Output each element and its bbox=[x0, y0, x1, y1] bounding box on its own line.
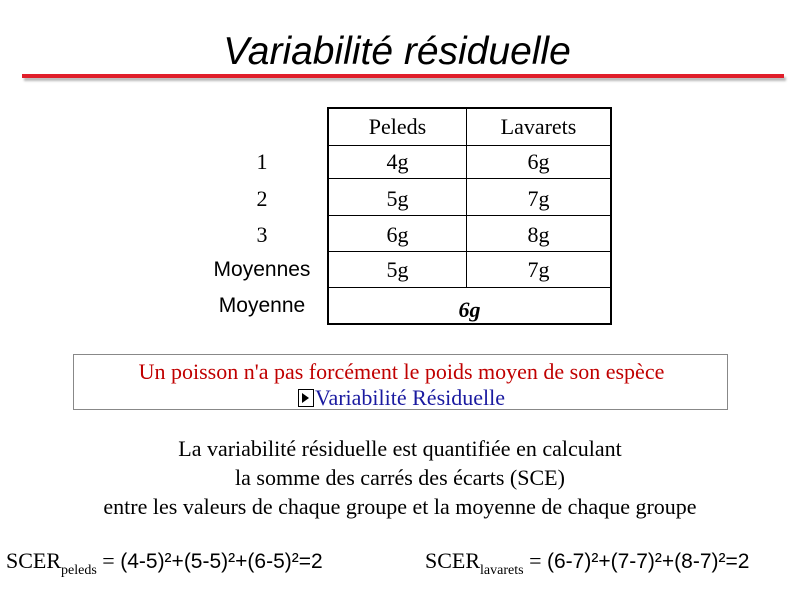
row-label-means: Moyennes bbox=[213, 258, 311, 281]
row-label: 1 bbox=[256, 149, 268, 174]
formula-subscript: peleds bbox=[61, 563, 97, 578]
overall-mean-label: Moyenne bbox=[218, 294, 306, 317]
explanation-line: La variabilité résiduelle est quantifiée en calculant bbox=[178, 436, 622, 461]
row-label: 3 bbox=[256, 222, 268, 247]
overall-mean-value: 6g bbox=[458, 297, 481, 322]
table-cell-lavarets: 7g bbox=[527, 186, 550, 211]
formula-equals: = bbox=[523, 548, 547, 573]
table-cell-lavarets: 6g bbox=[527, 149, 550, 174]
row-label: 2 bbox=[256, 186, 268, 211]
table-divider-row2 bbox=[328, 215, 611, 216]
arrow-right-icon bbox=[298, 389, 314, 407]
column-header-peleds: Peleds bbox=[368, 114, 427, 139]
table-cell-peleds: 6g bbox=[386, 222, 409, 247]
formula-lavarets bbox=[425, 546, 749, 580]
page-title: Variabilité résiduelle bbox=[223, 30, 571, 73]
column-header-lavarets: Lavarets bbox=[500, 114, 577, 139]
table-divider-header bbox=[328, 145, 611, 146]
title-underline bbox=[22, 74, 784, 78]
callout-line-2 bbox=[74, 385, 729, 411]
table-cell-peleds: 5g bbox=[386, 186, 409, 211]
table-top-border bbox=[328, 107, 611, 109]
table-cell-peleds: 4g bbox=[386, 149, 409, 174]
explanation-paragraph bbox=[0, 434, 794, 521]
formula-peleds bbox=[6, 546, 323, 580]
table-cell-lavarets: 8g bbox=[527, 222, 550, 247]
table-divider-row3 bbox=[328, 251, 611, 252]
formula-prefix: SCER bbox=[6, 548, 62, 573]
formula-prefix: SCER bbox=[425, 548, 481, 573]
formula-expression: (6-7)²+(7-7)²+(8-7)²=2 bbox=[546, 550, 750, 573]
formula-expression: (4-5)²+(5-5)²+(6-5)²=2 bbox=[120, 550, 323, 573]
explanation-line: la somme des carrés des écarts (SCE) bbox=[235, 465, 565, 490]
table-divider-row1 bbox=[328, 178, 611, 179]
table-cell-lavarets-mean: 7g bbox=[527, 257, 550, 282]
callout-line-1: Un poisson n'a pas forcément le poids moyen de son espèce bbox=[138, 359, 665, 384]
formula-subscript: lavarets bbox=[480, 563, 524, 578]
explanation-line: entre les valeurs de chaque groupe et la moyenne de chaque groupe bbox=[103, 494, 697, 519]
table-right-border bbox=[610, 107, 612, 325]
callout-line-2-text: Variabilité Résiduelle bbox=[315, 385, 505, 410]
callout-box bbox=[73, 354, 728, 410]
formula-equals: = bbox=[96, 548, 121, 573]
table-cell-peleds-mean: 5g bbox=[386, 257, 409, 282]
table-divider-row4 bbox=[328, 287, 611, 288]
